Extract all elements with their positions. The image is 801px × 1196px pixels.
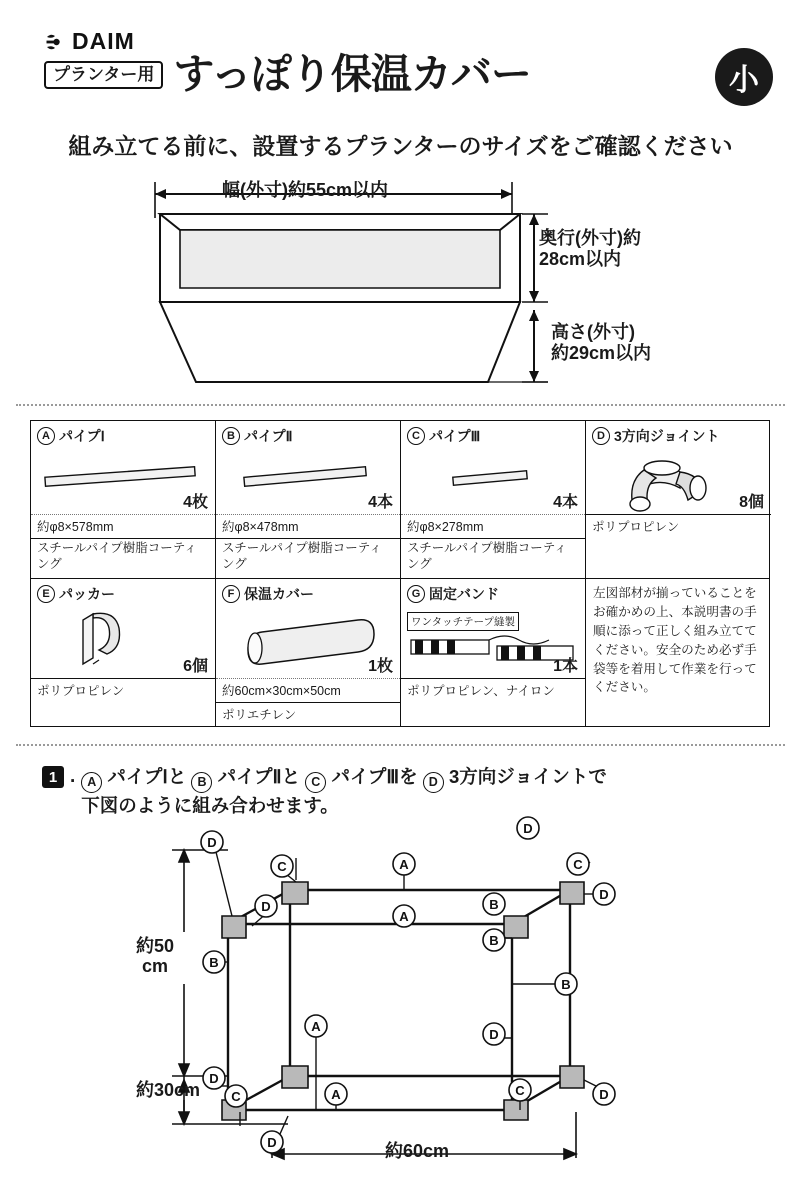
svg-text:D: D — [261, 899, 271, 914]
part-cell-a — [31, 421, 216, 578]
part-key-c: C — [407, 427, 425, 445]
part-c-material: スチールパイプ樹脂コーティング — [401, 538, 585, 578]
part-b-spec: 約φ8×478mm — [216, 514, 400, 538]
parts-row-1 — [31, 421, 769, 579]
step-text-5: 下図のように組み合わせます。 — [81, 794, 339, 816]
part-g-tag: ワンタッチテープ縫製 — [407, 612, 519, 631]
subtitle: 組み立てる前に、設置するプランターのサイズをご確認ください — [68, 133, 733, 159]
part-b-material: スチールパイプ樹脂コーティング — [216, 538, 400, 578]
svg-text:B: B — [209, 955, 219, 970]
part-c-qty: 4本 — [553, 494, 578, 511]
part-key-g: G — [407, 585, 425, 603]
frame-height-line2: cm — [142, 956, 169, 977]
svg-text:B: B — [489, 933, 499, 948]
part-d-qty: 8個 — [739, 494, 764, 511]
part-a-qty: 4枚 — [183, 494, 208, 511]
part-a-spec: 約φ8×578mm — [31, 514, 215, 538]
parts-table — [30, 420, 770, 727]
part-e-header — [31, 579, 215, 606]
part-g-header — [401, 579, 585, 606]
svg-text:D: D — [599, 887, 609, 902]
title-row — [44, 51, 756, 97]
frame-width-label: 約60cm — [385, 1141, 450, 1161]
svg-text:C: C — [277, 859, 287, 874]
svg-text:C: C — [515, 1083, 525, 1098]
step-1-dot: . — [70, 766, 76, 787]
part-key-b: B — [222, 427, 240, 445]
part-cell-b — [216, 421, 401, 578]
part-a-material: スチールパイプ樹脂コーティング — [31, 538, 215, 578]
svg-text:D: D — [599, 1087, 609, 1102]
part-key-d: D — [592, 427, 610, 445]
planter-height-line2: 約29cm以内 — [551, 342, 652, 363]
part-d-material: ポリプロピレン — [586, 514, 771, 554]
part-g-qty: 1本 — [553, 658, 578, 675]
part-c-header — [401, 421, 585, 448]
step-text-1: パイプⅠと — [107, 766, 187, 787]
step-text-4: 3方向ジョイントで — [448, 766, 607, 787]
part-g-material: ポリプロピレン、ナイロン — [401, 678, 585, 702]
planter-diagram — [0, 170, 801, 400]
part-e-material: ポリプロピレン — [31, 678, 215, 702]
part-f-material: ポリエチレン — [216, 702, 400, 726]
brand-logo — [44, 28, 135, 55]
svg-text:A: A — [399, 909, 409, 924]
part-b-image — [216, 448, 400, 514]
svg-text:D: D — [209, 1071, 219, 1086]
part-f-spec: 約60cm×30cm×50cm — [216, 678, 400, 702]
parts-row-2 — [31, 579, 769, 726]
svg-text:B: B — [561, 977, 571, 992]
part-c-image — [401, 448, 585, 514]
step-ref-b: B — [191, 772, 212, 793]
step-1-number: 1 — [42, 766, 64, 788]
frame-height-label — [136, 936, 174, 976]
part-c-spec: 約φ8×278mm — [401, 514, 585, 538]
svg-text:B: B — [489, 897, 499, 912]
part-g-image — [401, 606, 585, 678]
planter-depth-line2: 28cm以内 — [539, 248, 622, 269]
part-d-header — [586, 421, 771, 448]
part-b-header — [216, 421, 400, 448]
part-cell-f — [216, 579, 401, 726]
part-key-a: A — [37, 427, 55, 445]
svg-text:A: A — [331, 1087, 341, 1102]
planter-width-label: 幅(外寸)約55cm以内 — [222, 180, 389, 200]
part-g-name: 固定バンド — [429, 586, 499, 602]
svg-text:D: D — [267, 1135, 277, 1150]
svg-text:A: A — [311, 1019, 321, 1034]
part-a-image — [31, 448, 215, 514]
part-c-name: パイプⅢ — [429, 428, 481, 444]
part-d-name: 3方向ジョイント — [614, 428, 720, 444]
planter-depth-label — [539, 228, 641, 269]
part-f-name: 保温カバー — [244, 586, 314, 602]
divider-bottom — [16, 744, 785, 746]
step-ref-d: D — [423, 772, 444, 793]
part-b-qty: 4本 — [368, 494, 393, 511]
svg-text:C: C — [573, 857, 583, 872]
step-text-3: パイプⅢを — [331, 766, 418, 787]
divider-top — [16, 404, 785, 406]
part-key-f: F — [222, 585, 240, 603]
page-title: すっぽり保温カバー — [173, 51, 531, 97]
part-f-qty: 1枚 — [368, 658, 393, 675]
part-cell-d — [586, 421, 771, 578]
part-e-name: パッカー — [59, 586, 115, 602]
step-ref-c: C — [305, 772, 326, 793]
planter-height-line1: 高さ(外寸) — [551, 322, 635, 342]
part-f-image — [216, 606, 400, 678]
size-badge: 小 — [715, 48, 773, 106]
frame-depth-label: 約30cm — [136, 1080, 201, 1100]
brand-name: DAIM — [72, 28, 135, 54]
part-key-e: E — [37, 585, 55, 603]
step-ref-a: A — [81, 772, 102, 793]
part-f-header — [216, 579, 400, 606]
part-a-name: パイプⅠ — [59, 428, 105, 444]
part-a-header — [31, 421, 215, 448]
daim-mark-icon — [44, 31, 66, 53]
planter-depth-line1: 奥行(外寸)約 — [539, 228, 641, 248]
part-e-qty: 6個 — [183, 658, 208, 675]
part-d-image — [586, 448, 771, 514]
svg-text:A: A — [399, 857, 409, 872]
svg-text:C: C — [231, 1089, 241, 1104]
part-b-name: パイプⅡ — [244, 428, 293, 444]
parts-note: 左図部材が揃っていることをお確かめの上、本説明書の手順に添って正しく組み立ててください。安全のため必ず手袋等を着用して作業を行ってください。 — [593, 586, 757, 695]
part-cell-e — [31, 579, 216, 726]
svg-text:D: D — [489, 1027, 499, 1042]
frame-height-line1: 約50 — [136, 936, 175, 956]
product-tag: プランター用 — [44, 61, 163, 89]
part-cell-c — [401, 421, 586, 578]
svg-text:D: D — [207, 835, 217, 850]
step-text-2: パイプⅡと — [217, 766, 301, 787]
part-e-image — [31, 606, 215, 678]
planter-height-label — [551, 322, 651, 363]
part-cell-g — [401, 579, 586, 726]
svg-text:D: D — [523, 821, 533, 836]
